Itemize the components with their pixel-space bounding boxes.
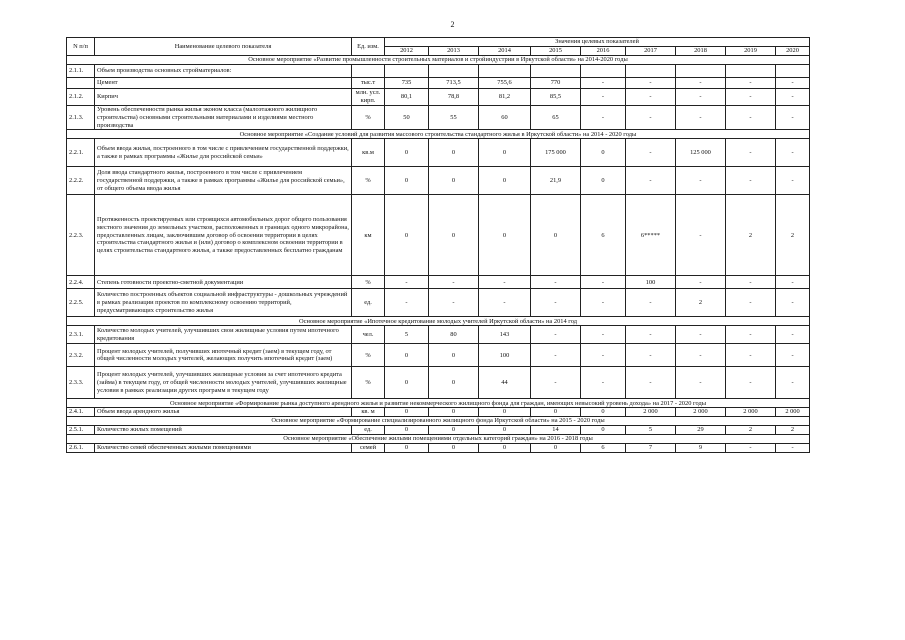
- value-cell: -: [429, 276, 479, 289]
- value-cell: 0: [429, 195, 479, 276]
- section-row: [67, 435, 810, 444]
- value-cell: -: [726, 106, 776, 130]
- year-header: 2015: [531, 47, 581, 56]
- year-header: 2019: [726, 47, 776, 56]
- indicator-name: Доля ввода стандартного жилья, построенного в том числе с привлечением государственной поддержки, а также в рамках программы «Жилье для российской семьи», от общего объема ввода жилья: [95, 167, 352, 195]
- table-row: [67, 139, 810, 167]
- value-cell: -: [581, 276, 626, 289]
- value-cell: -: [581, 289, 626, 317]
- value-cell: -: [676, 89, 726, 106]
- value-cell: -: [626, 289, 676, 317]
- value-cell: [626, 65, 676, 78]
- year-header: 2020: [776, 47, 810, 56]
- value-cell: 2 000: [626, 408, 676, 417]
- value-cell: [776, 65, 810, 78]
- value-cell: -: [776, 276, 810, 289]
- unit-cell: [352, 65, 385, 78]
- value-cell: 0: [581, 408, 626, 417]
- value-cell: 0: [385, 426, 429, 435]
- value-cell: 0: [479, 444, 531, 453]
- value-cell: -: [676, 195, 726, 276]
- value-cell: 2 000: [676, 408, 726, 417]
- value-cell: -: [479, 276, 531, 289]
- section-row: [67, 317, 810, 326]
- row-number: 2.3.1.: [67, 326, 95, 344]
- value-cell: -: [676, 326, 726, 344]
- value-cell: 6: [581, 444, 626, 453]
- value-cell: -: [776, 444, 810, 453]
- value-cell: 0: [581, 139, 626, 167]
- value-cell: 85,5: [531, 89, 581, 106]
- value-cell: -: [776, 78, 810, 89]
- table-row: [67, 326, 810, 344]
- row-number: 2.1.3.: [67, 106, 95, 130]
- section-title: Основное мероприятие «Ипотечное кредитование молодых учителей Иркутской области» на 2014 год: [67, 317, 810, 326]
- row-number: 2.2.5.: [67, 289, 95, 317]
- value-cell: 0: [429, 344, 479, 367]
- value-cell: -: [726, 326, 776, 344]
- value-cell: -: [676, 106, 726, 130]
- unit-cell: км: [352, 195, 385, 276]
- section-title: Основное мероприятие «Развитие промышленности строительных материалов и стройиндустрии в Иркутской области» на 2014-2020 годы: [67, 56, 810, 65]
- value-cell: 0: [385, 195, 429, 276]
- value-cell: [531, 65, 581, 78]
- unit-cell: семей: [352, 444, 385, 453]
- value-cell: [726, 65, 776, 78]
- indicator-name: Количество жилых помещений: [95, 426, 352, 435]
- value-cell: 0: [429, 408, 479, 417]
- year-header: 2014: [479, 47, 531, 56]
- section-row: [67, 130, 810, 139]
- value-cell: 100: [479, 344, 531, 367]
- section-title: Основное мероприятие «Создание условий для развития массового строительства стандартного жилья в Иркутской области» на 2014 - 2020 годы: [67, 130, 810, 139]
- value-cell: -: [531, 367, 581, 399]
- table-row: [67, 344, 810, 367]
- value-cell: 50: [385, 106, 429, 130]
- value-cell: 0: [479, 167, 531, 195]
- page-number: 2: [450, 20, 455, 29]
- value-cell: -: [776, 326, 810, 344]
- value-cell: -: [726, 444, 776, 453]
- value-cell: 2 000: [726, 408, 776, 417]
- table-row: [67, 65, 810, 78]
- row-number: 2.5.1.: [67, 426, 95, 435]
- row-number: 2.6.1.: [67, 444, 95, 453]
- section-title: Основное мероприятие «Обеспечение жилыми помещениями отдельных категорий граждан» на 2016 - 2018 годы: [67, 435, 810, 444]
- year-header: 2012: [385, 47, 429, 56]
- row-number: 2.2.4.: [67, 276, 95, 289]
- value-cell: 0: [479, 426, 531, 435]
- value-cell: -: [676, 78, 726, 89]
- value-cell: 0: [531, 408, 581, 417]
- year-header: 2013: [429, 47, 479, 56]
- value-cell: 0: [479, 195, 531, 276]
- value-cell: 755,6: [479, 78, 531, 89]
- value-cell: -: [626, 344, 676, 367]
- indicator-name: Количество семей обеспеченных жилыми помещениями: [95, 444, 352, 453]
- table-row: [67, 78, 810, 89]
- indicator-name: Количество построенных объектов социальной инфраструктуры - дошкольных учреждений в рамках реализации проектов по комплексному освоению территорий, предусматривающих строительство жилья: [95, 289, 352, 317]
- unit-cell: ед.: [352, 426, 385, 435]
- value-cell: 0: [581, 167, 626, 195]
- value-cell: -: [626, 106, 676, 130]
- indicators-table: [66, 37, 810, 453]
- unit-cell: кв.м: [352, 139, 385, 167]
- header-num: N п/п: [67, 38, 95, 56]
- value-cell: 80,1: [385, 89, 429, 106]
- row-number: 2.3.2.: [67, 344, 95, 367]
- value-cell: -: [531, 326, 581, 344]
- value-cell: [676, 65, 726, 78]
- indicator-name: Процент молодых учителей, получивших ипотечный кредит (заем) в текущем году, от общей численности молодых учителей, желающих получить ипотечный кредит (заем): [95, 344, 352, 367]
- unit-cell: %: [352, 367, 385, 399]
- value-cell: -: [726, 78, 776, 89]
- value-cell: 65: [531, 106, 581, 130]
- year-header: 2017: [626, 47, 676, 56]
- unit-cell: ед.: [352, 289, 385, 317]
- value-cell: -: [676, 344, 726, 367]
- value-cell: 735: [385, 78, 429, 89]
- table-row: [67, 289, 810, 317]
- value-cell: 29: [676, 426, 726, 435]
- value-cell: 0: [429, 444, 479, 453]
- header-unit: Ед. изм.: [352, 38, 385, 56]
- value-cell: 6*****: [626, 195, 676, 276]
- value-cell: 2: [776, 426, 810, 435]
- value-cell: -: [581, 89, 626, 106]
- value-cell: 5: [385, 326, 429, 344]
- value-cell: [429, 65, 479, 78]
- row-number: 2.2.3.: [67, 195, 95, 276]
- table-body: [67, 56, 810, 453]
- value-cell: 175 000: [531, 139, 581, 167]
- value-cell: 2: [676, 289, 726, 317]
- value-cell: 9: [676, 444, 726, 453]
- row-number: 2.4.1.: [67, 408, 95, 417]
- unit-cell: млн. усл. кирп.: [352, 89, 385, 106]
- unit-cell: %: [352, 106, 385, 130]
- row-number: 2.3.3.: [67, 367, 95, 399]
- header-values: Значения целевых показателей: [385, 38, 810, 47]
- value-cell: 2 000: [776, 408, 810, 417]
- value-cell: 0: [385, 139, 429, 167]
- value-cell: -: [479, 289, 531, 317]
- section-row: [67, 399, 810, 408]
- value-cell: -: [726, 367, 776, 399]
- value-cell: -: [776, 167, 810, 195]
- indicator-name: Протяженность проектируемых или строящихся автомобильных дорог общего пользования местного значения до земельных участков, расположенных в границах одного микрорайона, предоставленных лицам, заключившим договор об освоении территории в целях строительства стандартного жилья и (или) договор о комплексном освоении территории в целях строительства стандартного жилья, а также предоставленных бесплатно гражданам: [95, 195, 352, 276]
- table-row: [67, 106, 810, 130]
- section-title: Основное мероприятие «Формирование рынка доступного арендного жилья и развитие некоммерческого жилищного фонда для граждан, имеющих невысокий уровень дохода» на 2017 - 2020 годы: [67, 399, 810, 408]
- value-cell: 143: [479, 326, 531, 344]
- value-cell: 0: [479, 139, 531, 167]
- value-cell: 81,2: [479, 89, 531, 106]
- value-cell: 0: [385, 444, 429, 453]
- value-cell: 0: [429, 426, 479, 435]
- value-cell: -: [676, 167, 726, 195]
- value-cell: 713,5: [429, 78, 479, 89]
- value-cell: -: [626, 167, 676, 195]
- indicator-name: Степень готовности проектно-сметной документации: [95, 276, 352, 289]
- value-cell: -: [429, 289, 479, 317]
- value-cell: [581, 65, 626, 78]
- value-cell: -: [676, 276, 726, 289]
- value-cell: -: [726, 167, 776, 195]
- value-cell: 5: [626, 426, 676, 435]
- indicator-name: Объем производства основных стройматериалов:: [95, 65, 352, 78]
- value-cell: 2: [726, 195, 776, 276]
- indicator-name: Объем ввода жилья, построенного в том числе с привлечением государственной поддержки, а также в рамках программы «Жилье для российской семьи»: [95, 139, 352, 167]
- value-cell: 7: [626, 444, 676, 453]
- row-number: 2.2.1.: [67, 139, 95, 167]
- value-cell: 2: [726, 426, 776, 435]
- value-cell: -: [531, 276, 581, 289]
- table-row: [67, 167, 810, 195]
- indicator-name: Уровень обеспеченности рынка жилья эконом класса (малоэтажного жилищного строительства) основными строительными материалами и изделиями местного производства: [95, 106, 352, 130]
- value-cell: -: [581, 344, 626, 367]
- value-cell: -: [385, 289, 429, 317]
- value-cell: -: [531, 289, 581, 317]
- value-cell: 6: [581, 195, 626, 276]
- unit-cell: %: [352, 167, 385, 195]
- value-cell: -: [581, 78, 626, 89]
- table-row: [67, 408, 810, 417]
- value-cell: 0: [429, 167, 479, 195]
- table-row: [67, 367, 810, 399]
- value-cell: -: [726, 276, 776, 289]
- value-cell: 100: [626, 276, 676, 289]
- value-cell: 0: [531, 444, 581, 453]
- indicator-name: Цемент: [95, 78, 352, 89]
- section-title: Основное мероприятие «Формирование специализированного жилищного фонда Иркутской области» на 2015 - 2020 годы: [67, 417, 810, 426]
- value-cell: 21,9: [531, 167, 581, 195]
- value-cell: -: [726, 89, 776, 106]
- indicator-name: Кирпич: [95, 89, 352, 106]
- value-cell: 55: [429, 106, 479, 130]
- value-cell: -: [626, 326, 676, 344]
- value-cell: -: [626, 89, 676, 106]
- value-cell: -: [776, 289, 810, 317]
- value-cell: -: [726, 344, 776, 367]
- header-name: Наименование целевого показателя: [95, 38, 352, 56]
- section-row: [67, 56, 810, 65]
- year-header: 2018: [676, 47, 726, 56]
- table-row: [67, 444, 810, 453]
- unit-cell: кв. м: [352, 408, 385, 417]
- year-header: 2016: [581, 47, 626, 56]
- table-row: [67, 276, 810, 289]
- value-cell: -: [626, 139, 676, 167]
- value-cell: -: [776, 344, 810, 367]
- row-number: 2.1.1.: [67, 65, 95, 78]
- unit-cell: чел.: [352, 326, 385, 344]
- value-cell: 44: [479, 367, 531, 399]
- value-cell: 0: [385, 367, 429, 399]
- value-cell: [479, 65, 531, 78]
- value-cell: -: [531, 344, 581, 367]
- value-cell: -: [581, 106, 626, 130]
- table-row: [67, 426, 810, 435]
- value-cell: 125 000: [676, 139, 726, 167]
- value-cell: -: [776, 367, 810, 399]
- value-cell: 0: [429, 139, 479, 167]
- value-cell: 770: [531, 78, 581, 89]
- value-cell: 0: [385, 167, 429, 195]
- value-cell: -: [385, 276, 429, 289]
- section-row: [67, 417, 810, 426]
- value-cell: -: [676, 367, 726, 399]
- value-cell: -: [626, 367, 676, 399]
- value-cell: 0: [479, 408, 531, 417]
- value-cell: -: [726, 289, 776, 317]
- value-cell: -: [776, 89, 810, 106]
- value-cell: -: [581, 326, 626, 344]
- table-row: [67, 195, 810, 276]
- unit-cell: %: [352, 276, 385, 289]
- indicator-name: Количество молодых учителей, улучшивших свои жилищные условия путем ипотечного кредитования: [95, 326, 352, 344]
- value-cell: -: [581, 367, 626, 399]
- indicator-name: Процент молодых учителей, улучшивших жилищные условия за счет ипотечного кредита (займа) в текущем году, от общей численности молодых учителей, улучшивших жилищные условия в рамках реализации других программ в текущем году: [95, 367, 352, 399]
- value-cell: 0: [581, 426, 626, 435]
- value-cell: -: [776, 106, 810, 130]
- value-cell: -: [776, 139, 810, 167]
- value-cell: 14: [531, 426, 581, 435]
- value-cell: [385, 65, 429, 78]
- value-cell: 0: [385, 344, 429, 367]
- value-cell: -: [626, 78, 676, 89]
- table-row: [67, 89, 810, 106]
- value-cell: 80: [429, 326, 479, 344]
- value-cell: 78,8: [429, 89, 479, 106]
- value-cell: 0: [429, 367, 479, 399]
- row-number: 2.2.2.: [67, 167, 95, 195]
- row-number: [67, 78, 95, 89]
- row-number: 2.1.2.: [67, 89, 95, 106]
- value-cell: 0: [385, 408, 429, 417]
- value-cell: 60: [479, 106, 531, 130]
- indicator-name: Объем ввода арендного жилья: [95, 408, 352, 417]
- unit-cell: тыс.т: [352, 78, 385, 89]
- value-cell: 2: [776, 195, 810, 276]
- value-cell: 0: [531, 195, 581, 276]
- unit-cell: %: [352, 344, 385, 367]
- value-cell: -: [726, 139, 776, 167]
